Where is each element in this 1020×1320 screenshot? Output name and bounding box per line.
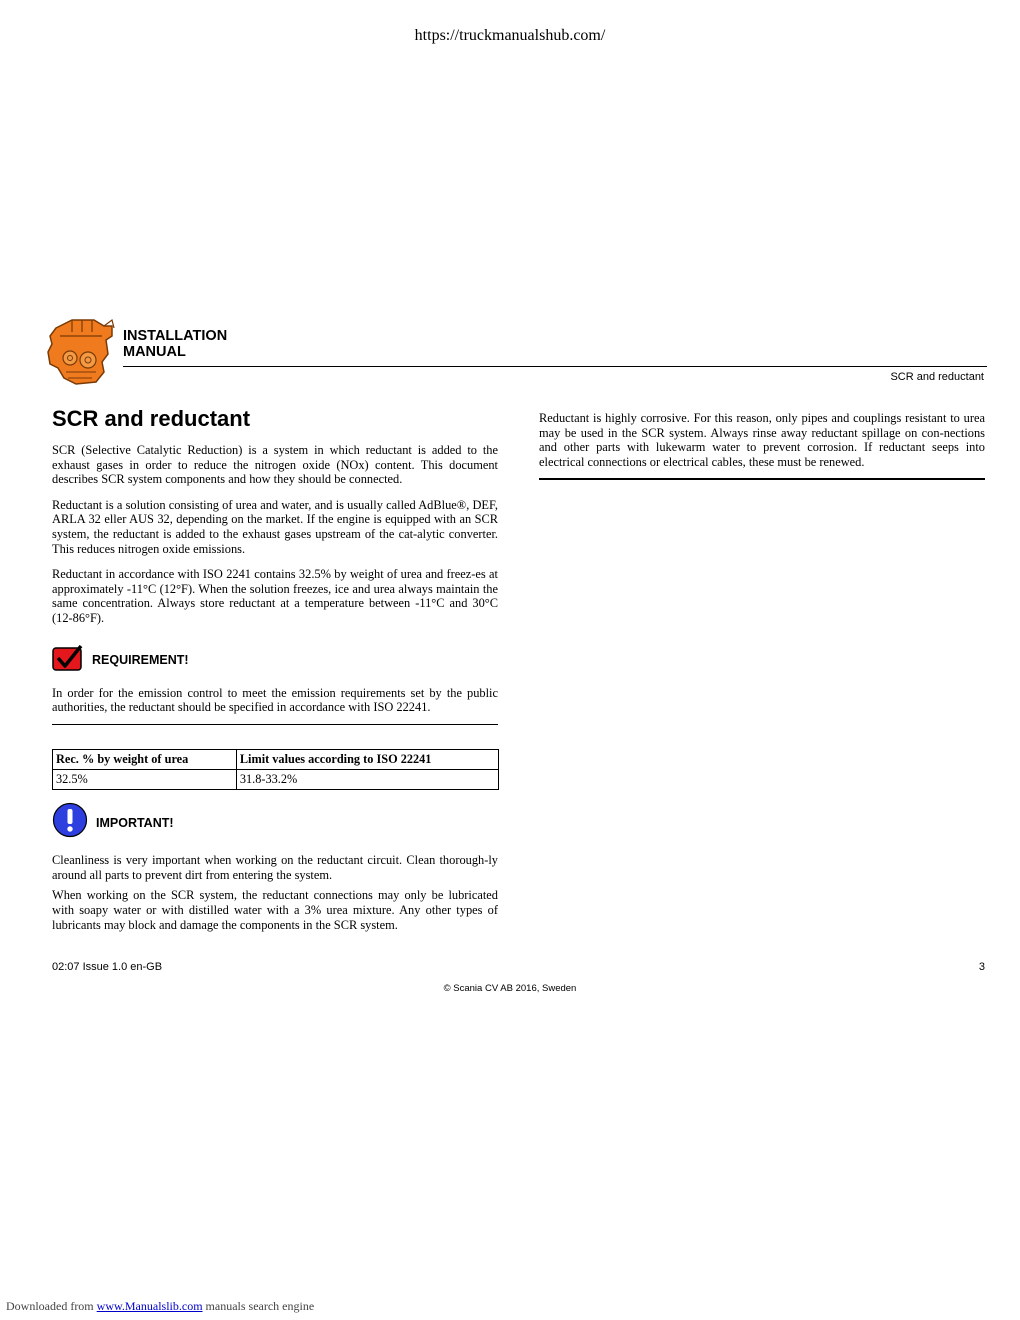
table-row [53, 770, 499, 790]
requirement-notice [52, 645, 498, 676]
running-header: SCR and reductant [890, 371, 984, 383]
download-prefix: Downloaded from [6, 1299, 97, 1313]
table-cell: 31.8-33.2% [236, 770, 498, 790]
table-header-cell: Limit values according to ISO 22241 [236, 750, 498, 770]
table-cell: 32.5% [53, 770, 237, 790]
left-column [52, 405, 498, 943]
engine-icon [46, 314, 116, 388]
manual-title-line1: INSTALLATION [123, 328, 228, 344]
download-attribution [6, 1299, 314, 1314]
requirement-label: REQUIREMENT! [92, 653, 189, 668]
manualslib-link[interactable]: www.Manualslib.com [96, 1299, 203, 1313]
header-divider [123, 366, 987, 367]
copyright: © Scania CV AB 2016, Sweden [443, 983, 577, 994]
urea-spec-table [52, 749, 499, 790]
manual-title-line2: MANUAL [123, 344, 186, 360]
table-header-cell: Rec. % by weight of urea [53, 750, 237, 770]
right-column-end-rule [539, 478, 985, 480]
requirement-text: In order for the emission control to meet the emission requirements set by the public authorities, the reductant should be specified in accordance with ISO 22241. [52, 685, 498, 715]
checkmark-icon [52, 645, 84, 676]
important-text-lubrication: When working on the SCR system, the reductant connections may only be lubricated with soapy water or with distilled water with a 3% urea mixture. Any other types of lubricants may block and damage the components in the SCR system. [52, 888, 498, 932]
page-number: 3 [978, 961, 985, 973]
page-title: SCR and reductant [52, 406, 251, 431]
important-label: IMPORTANT! [96, 815, 174, 830]
paragraph-scr-definition: SCR (Selective Catalytic Reduction) is a system in which reductant is added to the exhaust gases in order to reduce the nitrogen oxide (NOx) content. This document describes SCR system components and how they should be connected. [52, 443, 498, 487]
paragraph-corrosive-warning: Reductant is highly corrosive. For this reason, only pipes and couplings resistant to urea may be used in the SCR system. Always rinse away reductant spillage on con-nections and other parts with lukewarm water to prevent corrosion. If reductant seeps into electrical connections or electrical cables, these must be renewed. [539, 411, 985, 469]
issue-info: 02:07 Issue 1.0 en-GB [52, 961, 163, 973]
download-suffix: manuals search engine [202, 1299, 315, 1313]
paragraph-reductant-storage: Reductant in accordance with ISO 2241 contains 32.5% by weight of urea and freez-es at approximately -11°C (12°F). When the solution freezes, ice and urea always maintain the same concentration. Always store reductant at a temperature between -11°C and 30°C (12-86°F). [52, 567, 498, 625]
table-header-row [53, 750, 499, 770]
important-notice [52, 802, 498, 843]
exclamation-icon [52, 802, 88, 843]
important-text-cleanliness: Cleanliness is very important when working on the reductant circuit. Clean thorough-ly around all parts to prevent dirt from entering the system. [52, 853, 498, 882]
source-url: https://truckmanualshub.com/ [414, 27, 606, 44]
manual-title [123, 328, 227, 360]
paragraph-reductant-description: Reductant is a solution consisting of urea and water, and is usually called AdBlue®, DEF, ARLA 32 eller AUS 32, depending on the market. If the engine is equipped with an SCR system, the reductant is added to the exhaust gases upstream of the cat-alytic converter. This reduces nitrogen oxide emissions. [52, 497, 498, 556]
right-column [539, 411, 985, 480]
requirement-end-rule [52, 724, 498, 726]
